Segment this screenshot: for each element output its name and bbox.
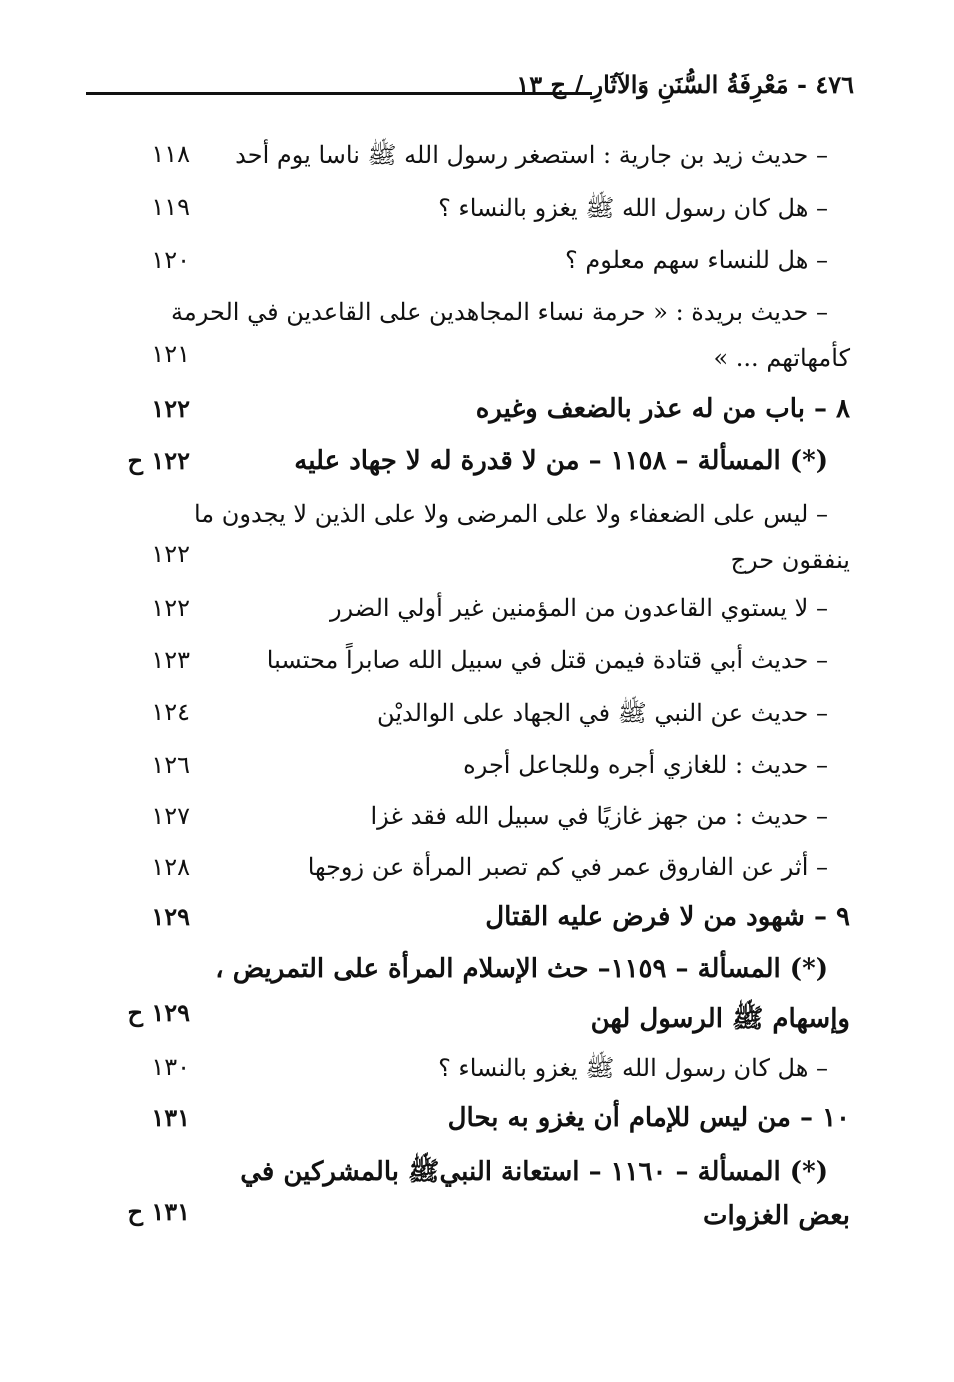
chapter-title: ٨ – باب من له عذر بالضعف وغيره xyxy=(475,394,850,424)
entry-text: – حديث بريدة : « حرمة نساء المجاهدين على القاعدين في الحرمة xyxy=(171,298,828,326)
page-number: ١٢٩ xyxy=(151,902,190,931)
page-number: ١١٩ xyxy=(151,193,190,221)
page-number: ١٢٩ ح xyxy=(127,998,190,1027)
page-number: ١٣٠ xyxy=(151,1053,190,1081)
entry-text-continued: ينفقون حرج xyxy=(730,546,850,574)
issue-title: (*) المسألة – ١١٦٠ – استعانة النبيﷺ بالمشركين في xyxy=(240,1157,828,1187)
entry-text: – حديث زيد بن جارية : استصغر رسول الله ﷺ ناسا يوم أحد xyxy=(235,141,828,169)
page-number: ١١٨ xyxy=(151,140,190,168)
entry-text: – لا يستوي القاعدون من المؤمنين غير أولي الضرر xyxy=(329,594,828,622)
issue-title-continued: وإسهام ﷺ الرسول لهن xyxy=(590,1004,850,1034)
entry-text: – أثر عن الفاروق عمر في كم تصبر المرأة عن زوجها xyxy=(307,853,828,881)
page-number: ١٢٢ xyxy=(151,594,190,622)
issue-title-continued: بعض الغزوات xyxy=(703,1201,850,1231)
entry-text: – حديث : للغازي أجره وللجاعل أجره xyxy=(463,751,828,779)
page-number: ١٢٠ xyxy=(151,246,190,274)
page-header xyxy=(86,70,854,110)
entry-text: – هل كان رسول الله ﷺ يغزو بالنساء ؟ xyxy=(438,194,828,222)
page-number: ١٢٣ xyxy=(151,646,190,674)
chapter-title: ١٠ – من ليس للإمام أن يغزو به بحال xyxy=(447,1103,850,1133)
entry-text: – حديث أبي قتادة فيمن قتل في سبيل الله صابراً محتسبا xyxy=(266,646,828,674)
entry-text: – حديث عن النبي ﷺ في الجهاد على الوالديْن xyxy=(377,699,828,727)
issue-title: (*) المسألة – ١١٥٩– حث الإسلام المرأة على التمريض ، xyxy=(215,954,828,984)
issue-title: (*) المسألة – ١١٥٨ – من لا قدرة له لا جهاد عليه xyxy=(294,446,828,476)
entry-text: – هل للنساء سهم معلوم ؟ xyxy=(564,246,828,274)
chapter-title: ٩ – شهود من لا فرض عليه القتال xyxy=(485,902,850,932)
entry-text: – حديث : من جهز غازيًا في سبيل الله فقد غزا xyxy=(370,802,828,830)
entry-text: – هل كان رسول الله ﷺ يغزو بالنساء ؟ xyxy=(438,1054,828,1082)
page-number: ١٢٢ ح xyxy=(127,446,190,475)
entry-text-continued: كأمهاتهم ... » xyxy=(713,344,850,372)
page-number: ١٢٨ xyxy=(151,853,190,881)
running-header-title: ٤٧٦ - مَعْرِفَةُ السُّنَنِ وَالآثَارِ / ج ١٣ xyxy=(516,70,854,99)
page-number: ١٢٢ xyxy=(151,540,190,568)
entry-text: – ليس على الضعفاء ولا على المرضى ولا على الذين لا يجدون ما xyxy=(193,500,828,528)
page-number: ١٢٢ xyxy=(151,394,190,423)
page-number: ١٣١ ح xyxy=(127,1197,190,1226)
page-number: ١٣١ xyxy=(151,1103,190,1132)
page-number: ١٢٤ xyxy=(151,698,190,726)
page-number: ١٢٧ xyxy=(151,802,190,830)
page-number: ١٢٦ xyxy=(151,751,190,779)
page-number: ١٢١ xyxy=(151,340,190,368)
